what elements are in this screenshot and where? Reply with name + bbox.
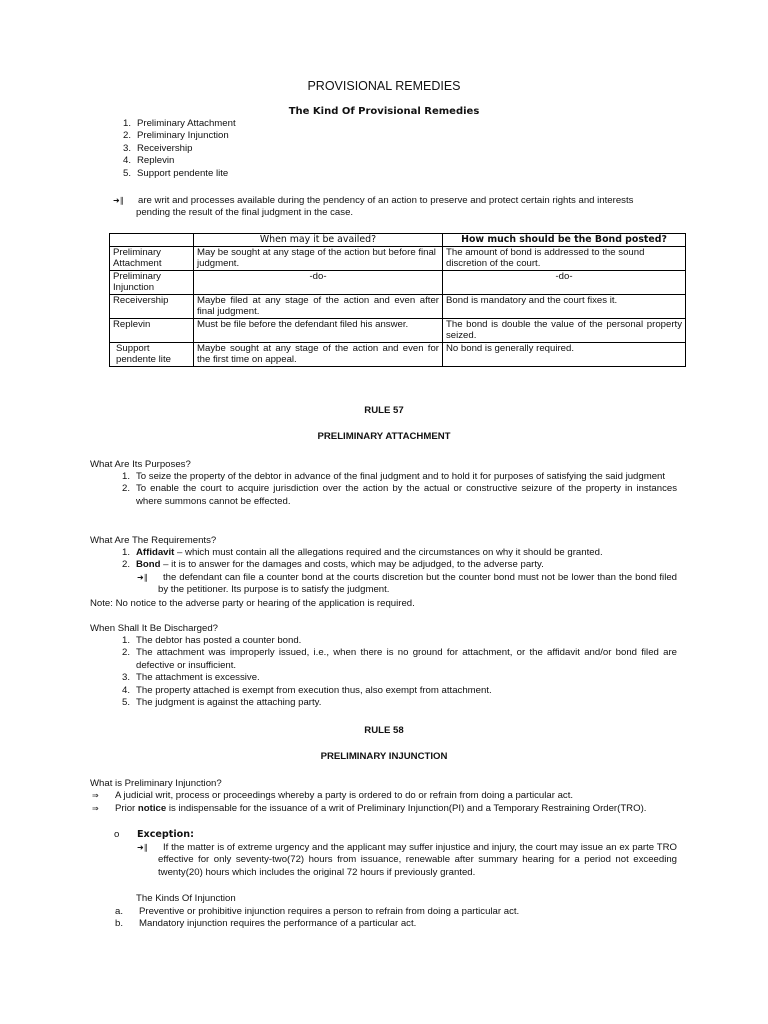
- table-row: [110, 342, 686, 366]
- table-cell-when: Maybe filed at any stage of the action and even after final judgment.: [194, 294, 443, 318]
- bond-sub-point: the defendant can file a counter bond at the courts discretion but the counter bond must not be lower than the bond filed by the petitioner. Its purpose is to satisfy the judgment.: [158, 572, 677, 596]
- table-row: [110, 270, 686, 294]
- requirement-item-affidavit: 1. Affidavit – which must contain all the allegations required and the circumstances on why it should be granted.: [121, 547, 603, 558]
- notice-requirement: Prior notice is indispensable for the issuance of a writ of Preliminary Injunction(PI) and a Temporary Restraining Order(TRO).: [115, 803, 647, 814]
- kinds-of-injunction-heading: The Kinds Of Injunction: [136, 893, 236, 904]
- table-header-row: [110, 234, 686, 247]
- arrow-bullet-icon: ➜∥: [137, 843, 148, 852]
- table-cell-bond: The bond is double the value of the personal property seized.: [443, 318, 686, 342]
- discharge-list: [110, 635, 677, 709]
- table-cell-bond: No bond is generally required.: [443, 342, 686, 366]
- purposes-question: What Are Its Purposes?: [90, 459, 191, 470]
- exception-label: Exception:: [137, 829, 194, 840]
- list-item: 1. To seize the property of the debtor in advance of the final judgment and to hold it for purposes of satisfying the said judgment: [121, 471, 666, 482]
- kinds-list: [111, 118, 511, 180]
- rule-57-label: RULE 57: [364, 405, 404, 416]
- list-item: 4. Replevin: [122, 155, 175, 167]
- column-header-when: When may it be availed?: [194, 234, 443, 247]
- arrow-bullet-icon: ➜∥: [113, 196, 124, 205]
- exception-text: If the matter is of extreme urgency and the applicant may suffer injustice and injury, the court may issue an ex parte TRO effective for only seventy-two(72) hours from issuance, renewable after summary hearing for a period not exceeding twenty(20) hours which includes the original 72 hours if previously granted.: [158, 842, 677, 878]
- definition-line-2: pending the result of the final judgment in the case.: [136, 207, 354, 218]
- list-item: 1. Preliminary Attachment: [122, 118, 236, 129]
- injunction-kinds-list: [100, 906, 677, 931]
- purposes-list: [110, 471, 677, 508]
- list-item: 1. The debtor has posted a counter bond.: [121, 635, 302, 646]
- remedies-table: [109, 233, 686, 367]
- requirements-question: What Are The Requirements?: [90, 535, 217, 546]
- table-cell-remedy: Receivership: [110, 294, 194, 318]
- double-arrow-bullet-icon: ⇒: [92, 804, 99, 813]
- injunction-question: What is Preliminary Injunction?: [90, 778, 222, 789]
- table-cell-when: Maybe sought at any stage of the action and even for the first time on appeal.: [194, 342, 443, 366]
- requirement-item-bond: 2. Bond – it is to answer for the damages and costs, which may be adjudged, to the adverse party.: [121, 559, 544, 570]
- definition-line-1: are writ and processes available during the pendency of an action to preserve and protect certain rights and interests: [138, 195, 634, 206]
- table-cell-when: May be sought at any stage of the action but before final judgment.: [194, 246, 443, 270]
- list-item: 2. To enable the court to acquire jurisdiction over the action by the actual or constructive seizure of the property in instances where summons cannot be effected.: [121, 483, 677, 507]
- arrow-bullet-icon: ➜∥: [137, 573, 148, 582]
- list-item: 3. Receivership: [122, 142, 193, 154]
- list-item: 2. The attachment was improperly issued, i.e., when there is no ground for attachment, or the affidavit and/or bond filed are defective or insufficient.: [121, 647, 677, 671]
- table-cell-remedy: Support pendente lite: [110, 342, 194, 366]
- circle-bullet-icon: o: [114, 829, 120, 840]
- table-cell-bond: The amount of bond is addressed to the sound discretion of the court.: [443, 246, 686, 270]
- discharge-question: When Shall It Be Discharged?: [90, 623, 218, 634]
- table-row: [110, 246, 686, 270]
- table-cell-bond: Bond is mandatory and the court fixes it.: [443, 294, 686, 318]
- rule-58-label: RULE 58: [364, 725, 404, 736]
- injunction-definition: A judicial writ, process or proceedings whereby a party is ordered to do or refrain from doing a particular act.: [115, 790, 574, 801]
- list-item: a. Preventive or prohibitive injunction requires a person to refrain from doing a particular act.: [115, 906, 520, 917]
- table-cell-remedy: Preliminary Attachment: [110, 246, 194, 270]
- kinds-heading: The Kind Of Provisional Remedies: [288, 106, 480, 117]
- table-cell-remedy: Preliminary Injunction: [110, 270, 194, 294]
- note-text: Note: No notice to the adverse party or hearing of the application is required.: [90, 598, 415, 609]
- column-header-bond: How much should be the Bond posted?: [443, 234, 686, 247]
- list-item: 5. The judgment is against the attaching party.: [121, 697, 322, 709]
- table-cell-remedy: Replevin: [110, 318, 194, 342]
- rule-57-heading: PRELIMINARY ATTACHMENT: [317, 431, 451, 442]
- column-header-remedy: [110, 234, 194, 247]
- table-cell-when: -do-: [194, 270, 443, 294]
- table-cell-bond: -do-: [443, 270, 686, 294]
- table-cell-when: Must be file before the defendant filed his answer.: [194, 318, 443, 342]
- table-row: [110, 294, 686, 318]
- list-item: b. Mandatory injunction requires the performance of a particular act.: [115, 918, 417, 930]
- rule-58-heading: PRELIMINARY INJUNCTION: [320, 751, 448, 762]
- list-item: 4. The property attached is exempt from execution thus, also exempt from attachment.: [121, 684, 492, 696]
- list-item: 2. Preliminary Injunction: [122, 130, 229, 142]
- double-arrow-bullet-icon: ⇒: [92, 791, 99, 800]
- list-item: 3. The attachment is excessive.: [121, 672, 260, 684]
- page-title: PROVISIONAL REMEDIES: [307, 79, 461, 93]
- list-item: 5. Support pendente lite: [122, 167, 229, 179]
- table-row: [110, 318, 686, 342]
